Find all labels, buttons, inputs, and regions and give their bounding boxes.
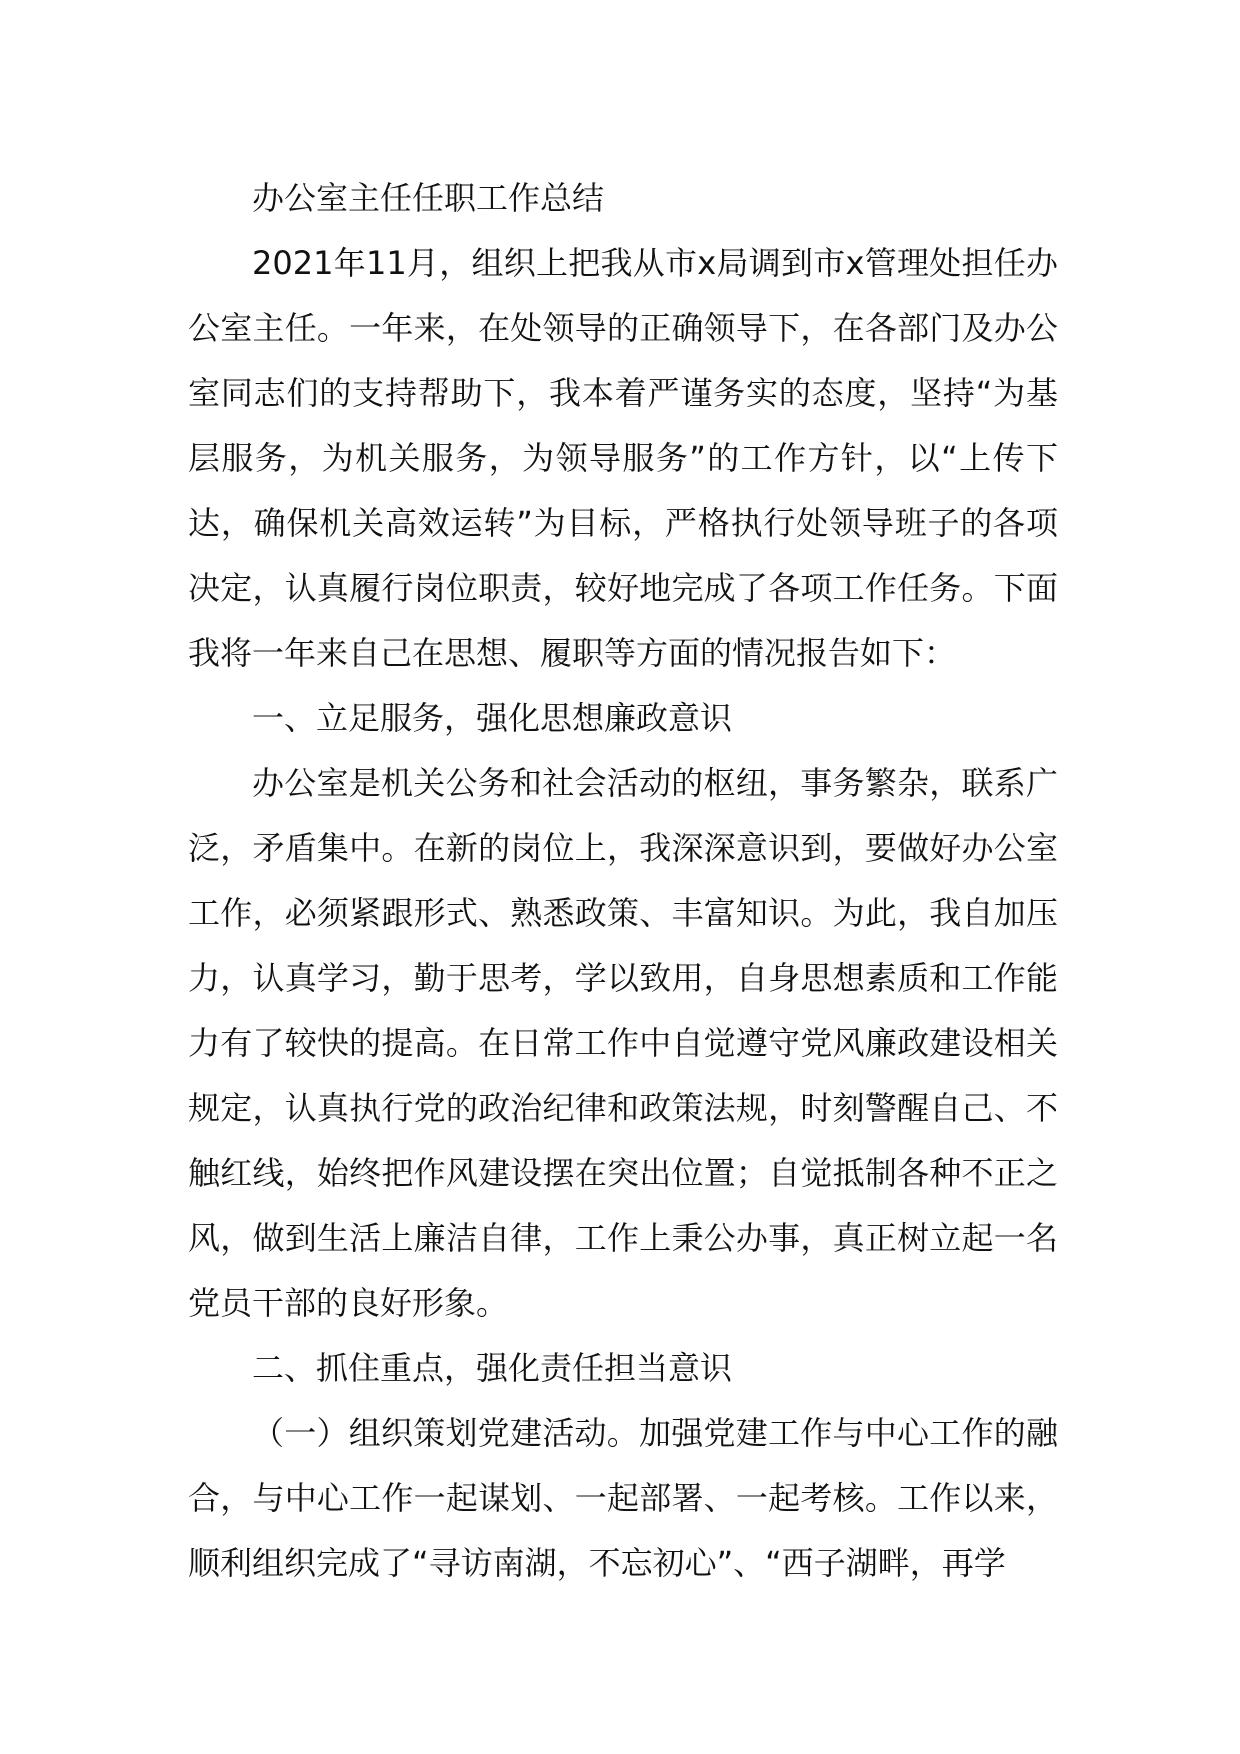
section-heading-1: 一、立足服务，强化思想廉政意识: [252, 699, 733, 737]
paragraph-intro: 2021年11月，组织上把我从市x局调到市x管理处担任办公室主任。一年来，在处领导的正确领导下，在各部门及办公室同志们的支持帮助下，我本着严谨务实的态度，坚持“为基层服务，为机关服务，为领导服务”的工作方针，以“上传下达，确保机关高效运转”为目标，严格执行处领导班子的各项决定，认真履行岗位职责，较好地完成了各项工作任务。下面我将一年来自己在思想、履职等方面的情况报告如下：: [188, 244, 1058, 672]
section-heading-2: 二、抓住重点，强化责任担当意识: [252, 1349, 733, 1387]
document-title: 办公室主任任职工作总结: [252, 179, 605, 217]
paragraph-section-2-item-1: （一）组织策划党建活动。加强党建工作与中心工作的融合，与中心工作一起谋划、一起部署、一起考核。工作以来，顺利组织完成了“寻访南湖，不忘初心”、“西子湖畔，再学: [188, 1414, 1058, 1582]
document-body: [188, 166, 1058, 1596]
paragraph-section-1: 办公室是机关公务和社会活动的枢纽，事务繁杂，联系广泛，矛盾集中。在新的岗位上，我深深意识到，要做好办公室工作，必须紧跟形式、熟悉政策、丰富知识。为此，我自加压力，认真学习，勤于思考，学以致用，自身思想素质和工作能力有了较快的提高。在日常工作中自觉遵守党风廉政建设相关规定，认真执行党的政治纪律和政策法规，时刻警醒自己、不触红线，始终把作风建设摆在突出位置；自觉抵制各种不正之风，做到生活上廉洁自律，工作上秉公办事，真正树立起一名党员干部的良好形象。: [188, 764, 1058, 1322]
